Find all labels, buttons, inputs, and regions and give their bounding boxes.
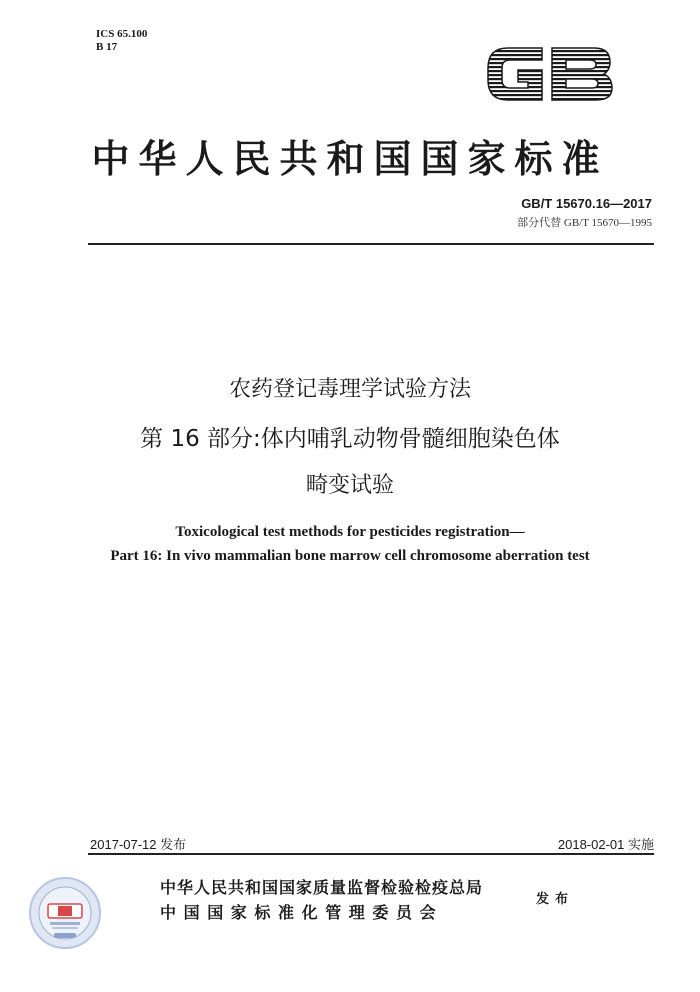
- gb-logo: [480, 34, 620, 114]
- footer-divider: [88, 853, 654, 855]
- ics-code: ICS 65.100: [96, 28, 148, 40]
- issuer-line1: 中华人民共和国国家质量监督检验检疫总局: [160, 878, 484, 897]
- title-cn-line3: 畸变试验: [305, 473, 394, 498]
- implementation-date: 2018-02-01 实施: [557, 837, 654, 852]
- standard-code: GB/T 15670.16—2017: [521, 196, 652, 211]
- header-divider: [88, 243, 654, 245]
- certification-seal-icon: [28, 876, 102, 950]
- ccs-code: B 17: [96, 41, 118, 53]
- publish-label: 发布: [536, 892, 575, 907]
- title-cn-line2: 第 16 部分:体内哺乳动物骨髓细胞染色体: [140, 426, 560, 452]
- classification-codes: [96, 28, 147, 54]
- title-cn-line1: 农药登记毒理学试验方法: [228, 377, 471, 402]
- title-en-line2: Part 16: In vivo mammalian bone marrow cell chromosome aberration test: [110, 548, 590, 564]
- issuer-line2: 中国国家标准化管理委员会: [160, 903, 444, 922]
- title-en-line1: Toxicological test methods for pesticides registration—: [175, 524, 525, 540]
- replaces-note: 部分代替 GB/T 15670—1995: [517, 217, 652, 229]
- standard-type-title: 中华人民共和国国家标准: [91, 136, 609, 181]
- issue-date: 2017-07-12 发布: [90, 837, 187, 852]
